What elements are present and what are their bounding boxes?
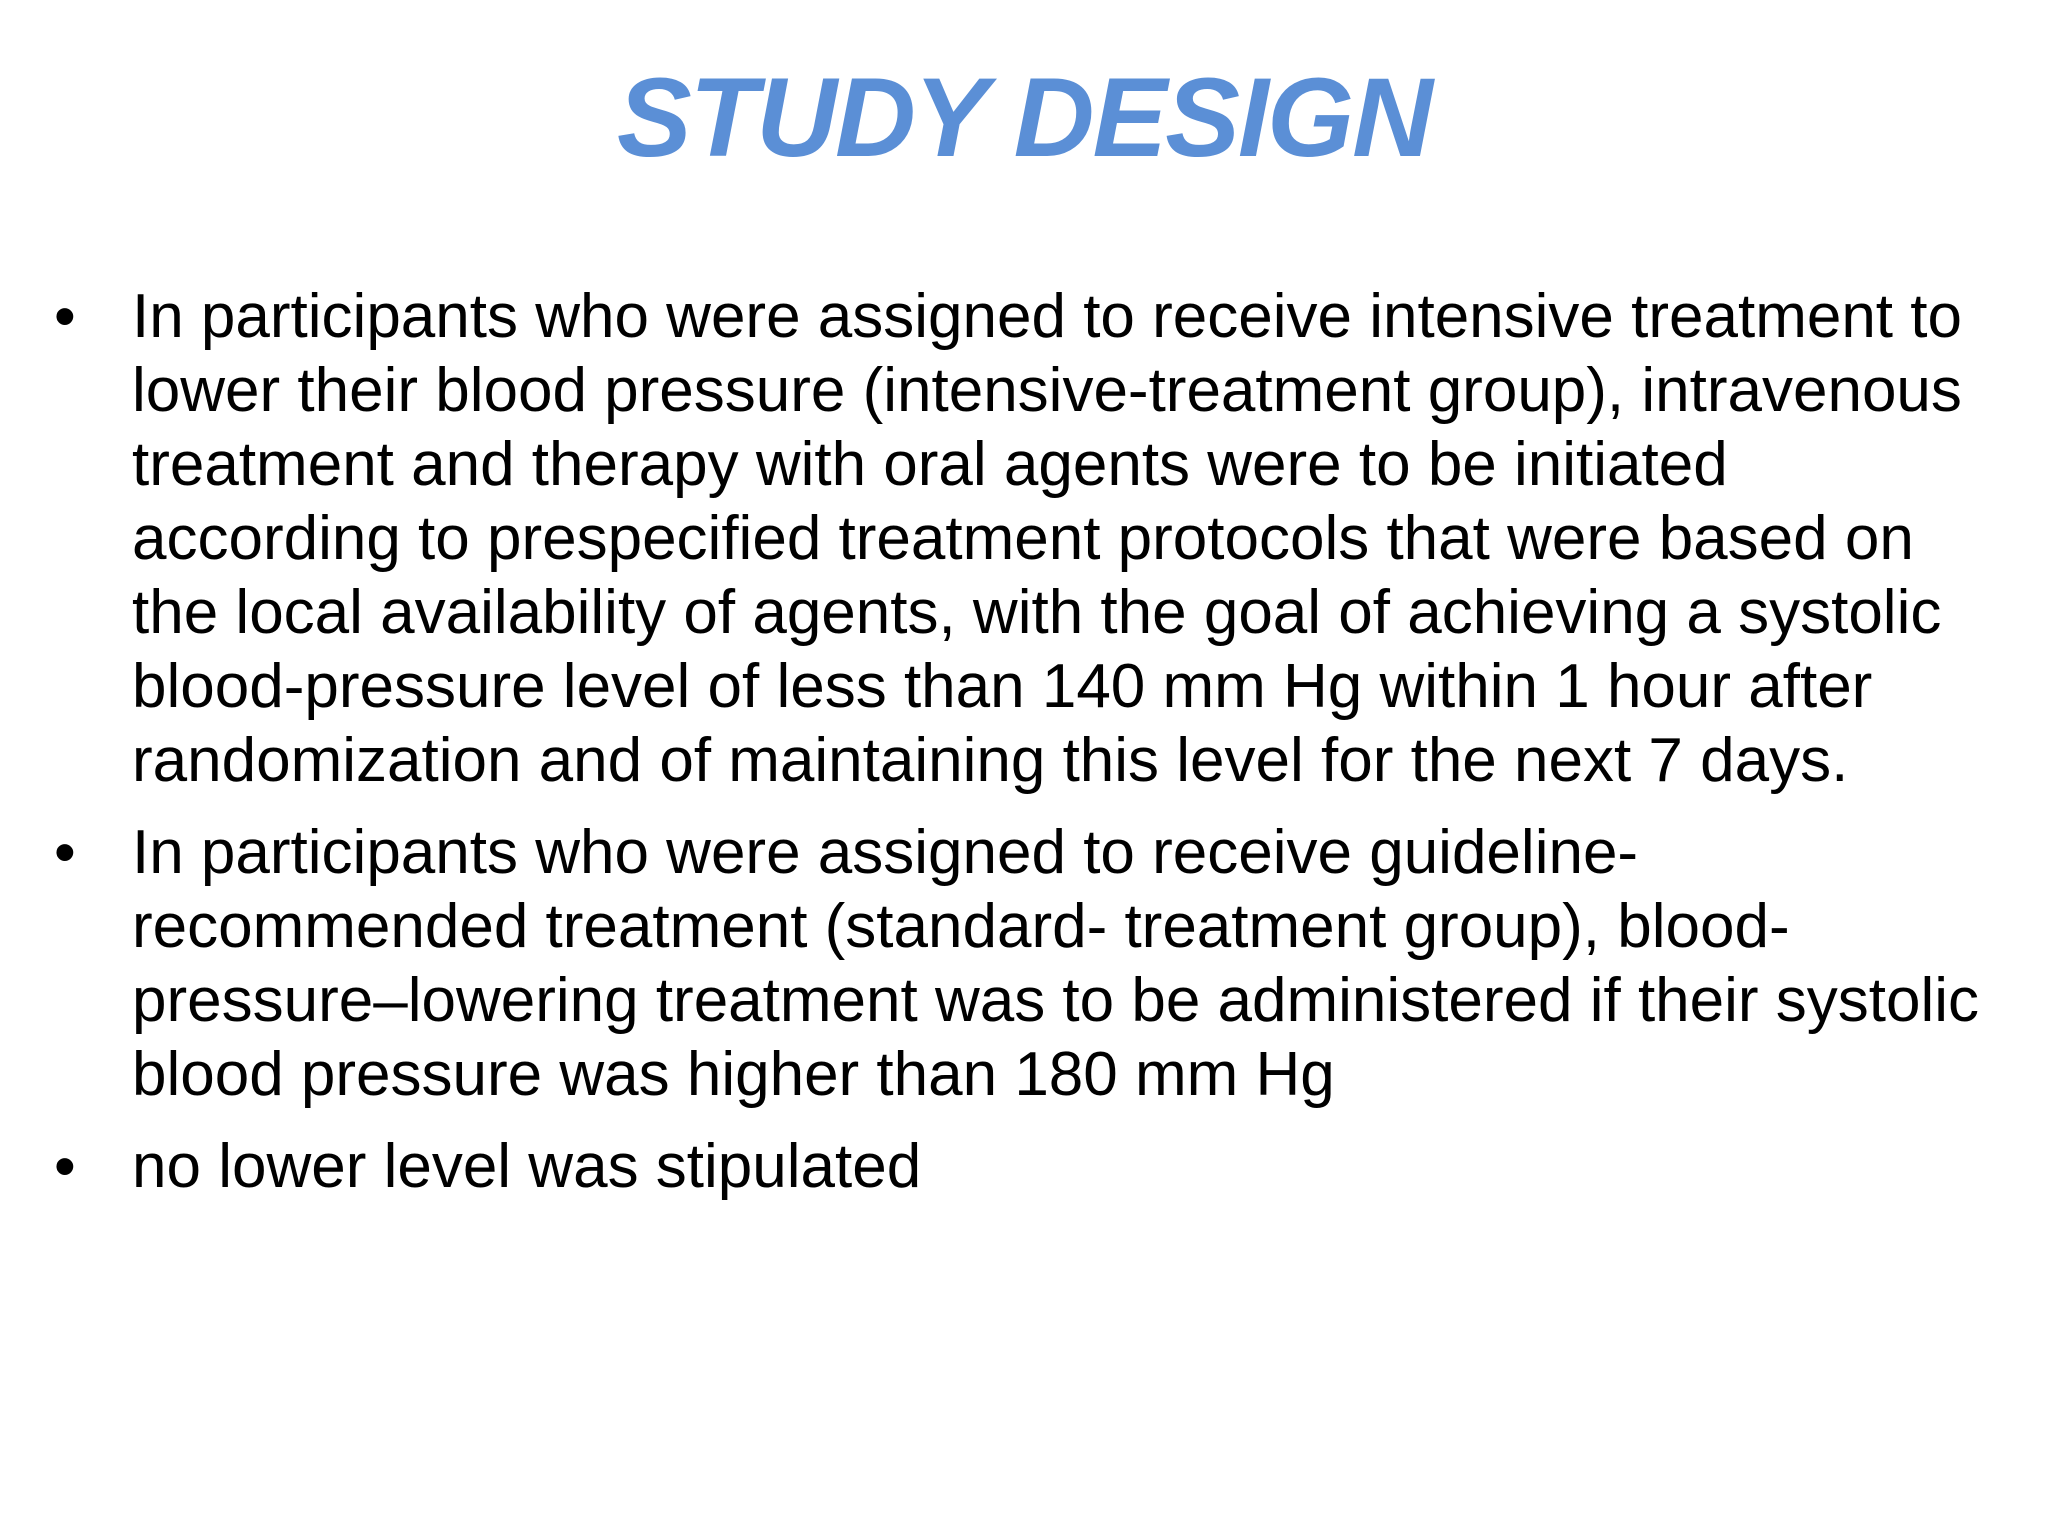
- bullet-text-3: no lower level was stipulated: [132, 1132, 922, 1201]
- slide-title: STUDY DESIGN: [616, 55, 1432, 180]
- bullet-text-1: In participants who were assigned to receive intensive treatment to lower their blood pressure (intensive-treatment group), intravenous treatment and therapy with oral agents were to be initiated according to prespecified treatment protocols that were based on the local availability of agents, with the goal of achieving a systolic blood-pressure level of less than 140 mm Hg within 1 hour after randomization and of maintaining this level for the next 7 days.: [132, 282, 1962, 795]
- bullet-icon: •: [54, 282, 76, 351]
- bullet-icon: •: [54, 1132, 76, 1201]
- bullet-list: [50, 280, 2010, 1222]
- bullet-item-3: [50, 1130, 2010, 1204]
- bullet-icon: •: [54, 818, 76, 887]
- bullet-item-1: [50, 280, 2010, 798]
- bullet-text-2: In participants who were assigned to receive guideline-recommended treatment (standard- treatment group), blood-pressure–lowering treatment was to be administered if their systolic blood pressure was higher than 180 mm Hg: [132, 818, 1980, 1109]
- bullet-item-2: [50, 816, 2010, 1112]
